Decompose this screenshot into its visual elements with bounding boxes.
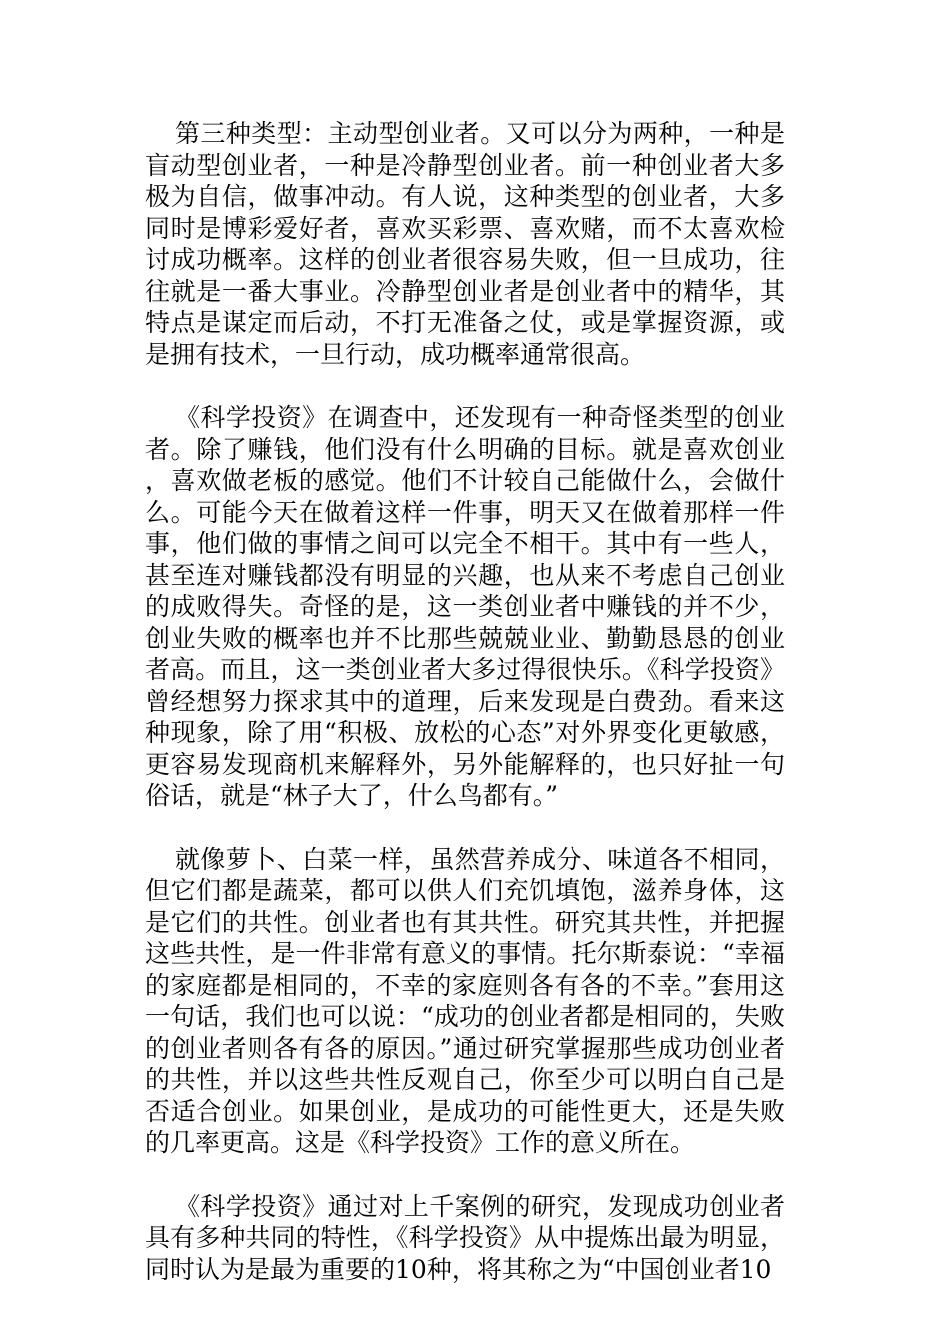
paragraph-strange-type-entrepreneurs: 《科学投资》在调查中，还发现有一种奇怪类型的创业者。除了赚钱，他们没有什么明确的目标。就是喜欢创业，喜欢做老板的感觉。他们不计较自己能做什么，会做什么。可能今天在做着这样一件事，明天又在做着那样一件事，他们做的事情之间可以完全不相干。其中有一些人，甚至连对赚钱都没有明显的兴趣，也从来不考虑自己创业的成败得失。奇怪的是，这一类创业者中赚钱的并不少，创业失败的概率也并不比那些兢兢业业、勤勤恳恳的创业者高。而且，这一类创业者大多过得很快乐。《科学投资》曾经想努力探求其中的道理，后来发现是白费劲。看来这种现象，除了用“积极、放松的心态”对外界变化更敏感，更容易发现商机来解释外，另外能解释的，也只好扯一句俗话，就是“林子大了，什么鸟都有。” (145, 403, 785, 810)
paragraph-ten-traits-intro: 《科学投资》通过对上千案例的研究，发现成功创业者具有多种共同的特性，《科学投资》从中提炼出最为明显，同时认为是最为重要的10种，将其称之为“中国创业者10 (145, 1191, 785, 1284)
paragraph-proactive-entrepreneurs: 第三种类型：主动型创业者。又可以分为两种，一种是盲动型创业者，一种是冷静型创业者。前一种创业者大多极为自信，做事冲动。有人说，这种类型的创业者，大多同时是博彩爱好者，喜欢买彩票、喜欢赌，而不太喜欢检讨成功概率。这样的创业者很容易失败，但一旦成功，往往就是一番大事业。冷静型创业者是创业者中的精华，其特点是谋定而后动，不打无准备之仗，或是掌握资源，或是拥有技术，一旦行动，成功概率通常很高。 (145, 119, 785, 369)
paragraph-common-traits: 就像萝卜、白菜一样，虽然营养成分、味道各不相同，但它们都是蔬菜，都可以供人们充饥填饱，滋养身体，这是它们的共性。创业者也有其共性。研究其共性，并把握这些共性，是一件非常有意义的事情。托尔斯泰说：“幸福的家庭都是相同的，不幸的家庭则各有各的不幸。”套用这一句话，我们也可以说：“成功的创业者都是相同的，失败的创业者则各有各的原因。”通过研究掌握那些成功创业者的共性，并以这些共性反观自己，你至少可以明白自己是否适合创业。如果创业，是成功的可能性更大，还是失败的几率更高。这是《科学投资》工作的意义所在。 (145, 844, 785, 1157)
body-text (145, 118, 785, 1317)
